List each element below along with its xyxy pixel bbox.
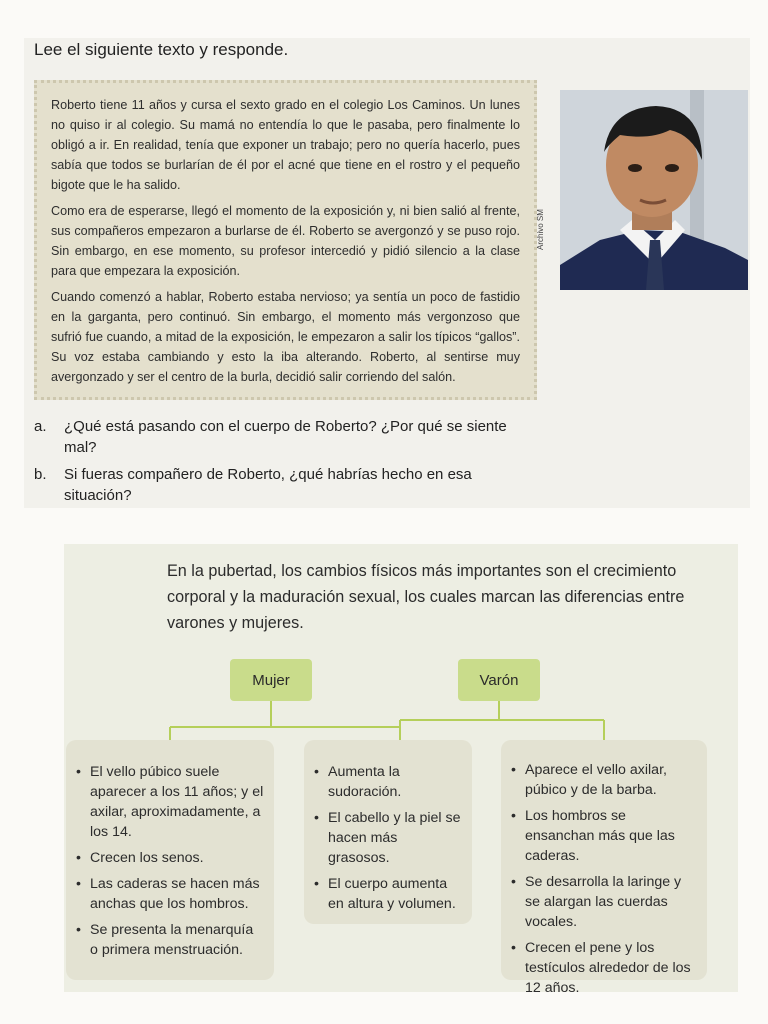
question-text: Si fueras compañero de Roberto, ¿qué habrías hecho en esa situación? xyxy=(64,466,472,504)
story-paragraph-2: Como era de esperarse, llegó el momento de la exposición y, ni bien salió al frente, sus compañeros empezaron a burlarse de él. Roberto se avergonzó y se puso rojo. Sin embargo, en ese momento, su profesor intercedió y pidió silencio a la clase para que empezara la exposición. xyxy=(51,204,520,278)
question-letter: a. xyxy=(34,418,47,435)
mujer-label: Mujer xyxy=(230,659,312,701)
varon-item: • Aparece el vello axilar, púbico y de la barba. xyxy=(511,760,697,800)
question-text: ¿Qué está pasando con el cuerpo de Roberto? ¿Por qué se siente mal? xyxy=(64,418,507,456)
mujer-item: • Las caderas se hacen más anchas que los hombros. xyxy=(76,874,264,914)
shared-item: • El cuerpo aumenta en altura y volumen. xyxy=(314,874,462,914)
varon-item: • Se desarrolla la laringe y se alargan las cuerdas vocales. xyxy=(511,872,697,932)
mujer-item: • El vello púbico suele aparecer a los 11 años; y el axilar, aproximadamente, a los 14. xyxy=(76,762,264,842)
shared-card xyxy=(304,740,472,924)
shared-item: • Aumenta la sudoración. xyxy=(314,762,462,802)
mujer-card xyxy=(66,740,274,980)
varon-item: • Los hombros se ensanchan más que las caderas. xyxy=(511,806,697,866)
mujer-item: • Se presenta la menarquía o primera menstruación. xyxy=(76,920,264,960)
story-paragraph-1: Roberto tiene 11 años y cursa el sexto grado en el colegio Los Caminos. Un lunes no quiso ir al colegio. Su mamá no entendía lo que le pasaba, pero finalmente lo obligó a ir. En realidad, tenía que exponer un trabajo; pero no quería hacerlo, pues sabía que todos se burlarían de él por el acné que tiene en el rostro y el pequeño bigote que le ha salido. xyxy=(51,98,520,192)
activity-heading: Lee el siguiente texto y responde. xyxy=(34,40,289,59)
varon-label: Varón xyxy=(458,659,540,701)
mujer-item: • Crecen los senos. xyxy=(76,848,264,868)
photo-credit: Archivo SM xyxy=(536,209,545,250)
puberty-intro: En la pubertad, los cambios físicos más importantes son el crecimiento corporal y la maduración sexual, los cuales marcan las diferencias entre varones y mujeres. xyxy=(167,562,685,632)
varon-card xyxy=(501,740,707,996)
shared-item: • El cabello y la piel se hacen más grasosos. xyxy=(314,808,462,868)
story-paragraph-3: Cuando comenzó a hablar, Roberto estaba nervioso; ya sentía un poco de fastidio en la garganta, pero continuó. Sin embargo, el momento más vergonzoso que sufrió fue cuando, a mitad de la exposición, le empezaron a salir los típicos “gallos”. Su voz estaba cambiando y esto la iba alterando. Roberto, al sentirse muy avergonzado y ser el centro de la burla, decidió salir corriendo del salón. xyxy=(51,290,520,384)
question-letter: b. xyxy=(34,466,47,483)
varon-item: • Crecen el pene y los testículos alrededor de los 12 años. xyxy=(511,938,697,998)
